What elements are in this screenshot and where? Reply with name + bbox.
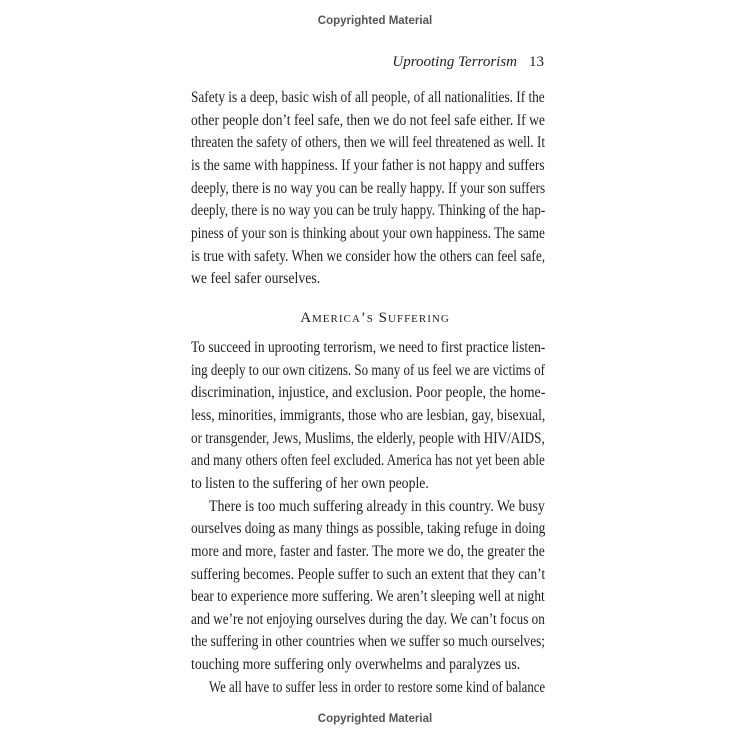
text-line: and many others often feel excluded. America has not yet been able bbox=[191, 452, 545, 470]
text-line: is true with safety. When we consider how the others can feel safe, bbox=[191, 247, 546, 265]
text-line: touching more suffering only overwhelms and paralyzes us. bbox=[191, 656, 521, 674]
running-head bbox=[392, 54, 544, 71]
text-line: to listen to the suffering of her own people. bbox=[191, 474, 429, 492]
text-line: threaten the safety of others, then we will feel threatened as well. It bbox=[191, 134, 546, 152]
text-line: the suffering in other countries when we suffer so much ourselves; bbox=[191, 633, 545, 651]
text-line: deeply, there is no way you can be really happy. If your son suffers bbox=[191, 179, 546, 197]
text-line: or transgender, Jews, Muslims, the elderly, people with HIV/AIDS, bbox=[191, 429, 545, 447]
text-line: and we’re not enjoying ourselves during the day. We can’t focus on bbox=[191, 610, 545, 628]
text-line: discrimination, injustice, and exclusion. Poor people, the home- bbox=[191, 384, 546, 402]
text-line: is the same with happiness. If your father is not happy and suffers bbox=[191, 156, 545, 174]
text-line: more and more, faster and faster. The more we do, the greater the bbox=[191, 542, 545, 560]
section-heading: America’s Suffering bbox=[300, 310, 450, 326]
text-line: deeply, there is no way you can be truly happy. Thinking of the hap- bbox=[191, 202, 546, 220]
text-line: ing deeply to our own citizens. So many of us feel we are victims of bbox=[191, 361, 545, 379]
text-line: suffering becomes. People suffer to such an extent that they can’t bbox=[191, 565, 546, 583]
text-line: piness of your son is thinking about your own happiness. The same bbox=[191, 224, 545, 242]
page-number: 13 bbox=[529, 54, 544, 70]
text-line: To succeed in uprooting terrorism, we need to first practice listen- bbox=[191, 339, 546, 356]
text-line: other people don’t feel safe, then we do not feel safe either. If we bbox=[191, 111, 545, 129]
copyright-watermark-bottom: Copyrighted Material bbox=[317, 713, 433, 725]
text-line: we feel safer ourselves. bbox=[191, 270, 321, 288]
text-line: Safety is a deep, basic wish of all people, of all nationalities. If the bbox=[191, 89, 545, 106]
running-head-title: Uprooting Terrorism bbox=[392, 54, 517, 70]
text-line: bear to experience more suffering. We aren’t sleeping well at night bbox=[191, 588, 545, 606]
text-line: There is too much suffering already in this country. We busy bbox=[209, 497, 545, 515]
text-line: ourselves doing as many things as possible, taking refuge in doing bbox=[191, 520, 546, 538]
text-line: less, minorities, immigrants, those who are lesbian, gay, bisexual, bbox=[191, 406, 546, 424]
text-line: We all have to suffer less in order to restore some kind of balance bbox=[209, 678, 546, 696]
copyright-watermark-top: Copyrighted Material bbox=[317, 15, 433, 27]
